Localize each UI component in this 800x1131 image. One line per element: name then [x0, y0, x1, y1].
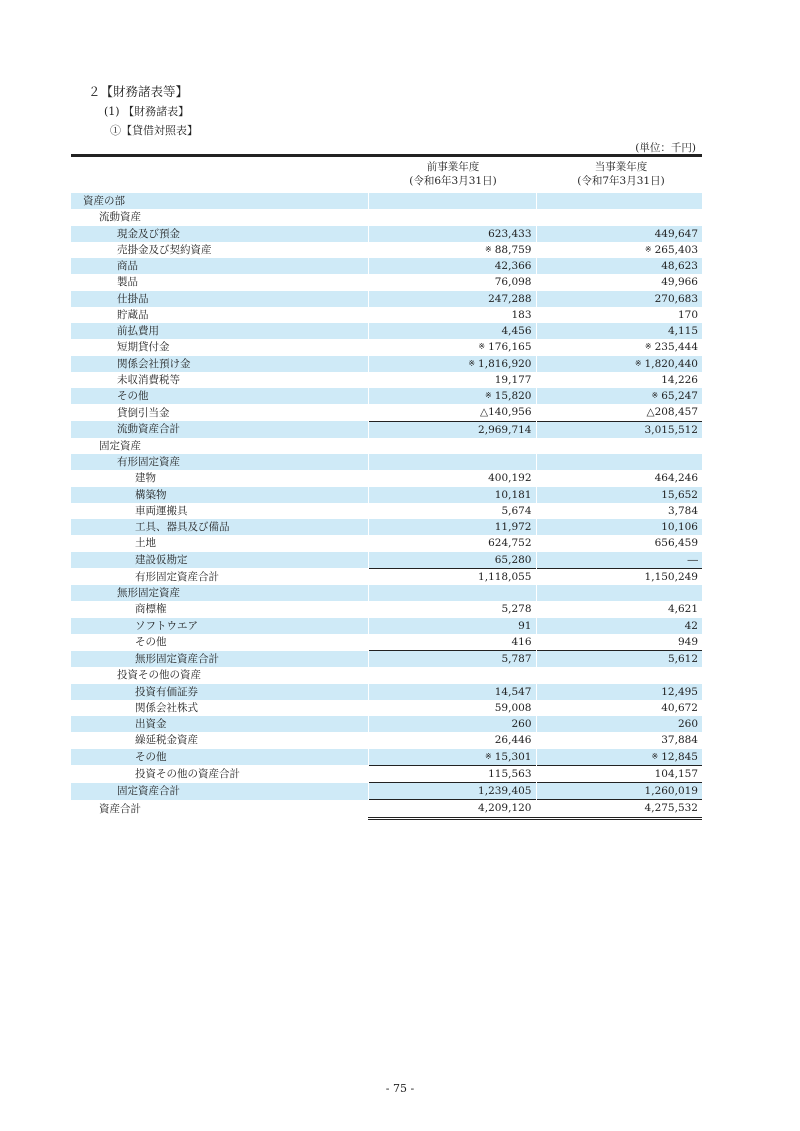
- prior-year-value: 183: [511, 308, 532, 321]
- prior-year-value-cell: [368, 535, 536, 551]
- table-row: [71, 404, 702, 421]
- current-year-value-cell: [536, 487, 702, 503]
- prior-year-value-cell: [368, 634, 536, 651]
- prior-year-value: 416: [511, 635, 532, 648]
- prior-year-value: 14,547: [494, 685, 532, 698]
- current-year-value: 4,275,532: [644, 802, 698, 815]
- row-label: 建物: [135, 472, 156, 485]
- prior-year-value-cell: [368, 651, 536, 668]
- table-row: [71, 339, 702, 355]
- table-row: [71, 307, 702, 323]
- table-row: [71, 242, 702, 258]
- prior-year-value: 176,165: [488, 341, 532, 354]
- row-label: 繰延税金資産: [135, 734, 198, 747]
- prior-year-value-cell: [368, 618, 536, 634]
- current-year-value: 5,612: [667, 653, 698, 666]
- current-year-value: 40,672: [661, 701, 698, 714]
- row-label: ソフトウエア: [71, 618, 368, 634]
- prior-year-value: 624,752: [488, 537, 532, 550]
- note-mark: ※: [651, 391, 659, 401]
- row-label: 投資その他の資産合計: [135, 767, 240, 780]
- row-label: 土地: [135, 537, 156, 550]
- prior-year-value-cell: [368, 193, 536, 209]
- row-label: 固定資産合計: [71, 783, 368, 800]
- row-label: 現金及び預金: [71, 226, 368, 242]
- row-label: その他: [71, 388, 368, 404]
- table-row: [71, 552, 702, 569]
- prior-year-value-cell: [368, 519, 536, 535]
- table-row: [71, 454, 702, 470]
- row-label: 売掛金及び契約資産: [117, 243, 212, 256]
- row-label: 商品: [71, 258, 368, 274]
- prior-year-date: (令和6年3月31日): [409, 175, 497, 187]
- current-year-value: 12,495: [661, 685, 698, 698]
- prior-year-value: 15,301: [494, 750, 532, 763]
- prior-year-value-cell: [368, 749, 536, 766]
- prior-year-value-cell: [368, 307, 536, 323]
- table-row: [71, 684, 702, 700]
- current-year-value-cell: [536, 749, 702, 766]
- current-year-value-cell: [536, 519, 702, 535]
- current-year-value: 464,246: [654, 472, 698, 485]
- row-label: 資産の部: [71, 193, 368, 209]
- current-year-value-cell: [536, 438, 702, 454]
- current-year-value: △208,457: [646, 406, 698, 419]
- current-year-value-cell: [536, 503, 702, 519]
- row-label: 前払費用: [71, 323, 368, 339]
- current-year-value-cell: [536, 470, 702, 486]
- table-row: [71, 487, 702, 503]
- current-year-value-cell: [536, 716, 702, 732]
- current-year-value-cell: [536, 800, 702, 818]
- prior-year-value-cell: [368, 356, 536, 372]
- row-label: 仕掛品: [71, 291, 368, 307]
- current-year-value: 14,226: [661, 373, 698, 386]
- prior-year-value: △140,956: [480, 406, 532, 419]
- current-year-value-cell: [536, 765, 702, 782]
- current-year-value-cell: [536, 421, 702, 438]
- row-label: 貯蔵品: [117, 308, 149, 321]
- prior-year-value: 623,433: [488, 227, 532, 240]
- table-row: [71, 585, 702, 601]
- table-row: [71, 783, 702, 800]
- current-year-value: 170: [677, 308, 698, 321]
- prior-year-value: 1,816,920: [478, 357, 532, 370]
- table-row: [71, 749, 702, 766]
- subsection-heading: (1) 【財務諸表】: [104, 105, 190, 118]
- row-label: 建設仮勘定: [71, 552, 368, 569]
- current-year-value-cell: [536, 307, 702, 323]
- current-year-value-cell: [536, 242, 702, 258]
- current-year-value-cell: [536, 684, 702, 700]
- row-label: 関係会社預け金: [71, 356, 368, 372]
- row-label: 無形固定資産: [71, 585, 368, 601]
- prior-year-value-cell: [368, 274, 536, 290]
- table-row: [71, 258, 702, 274]
- row-label: 貸倒引当金: [117, 406, 170, 419]
- prior-year-label: 前事業年度: [426, 161, 480, 173]
- table-row: [71, 470, 702, 486]
- statement-title: ①【貸借対照表】: [110, 124, 198, 137]
- prior-year-value-cell: [368, 487, 536, 503]
- prior-year-value: 5,674: [501, 504, 532, 517]
- row-label: 固定資産: [99, 439, 141, 452]
- current-year-value: 656,459: [654, 537, 698, 550]
- current-year-value-cell: [536, 601, 702, 617]
- prior-year-value-cell: [368, 585, 536, 601]
- prior-year-value: 91: [518, 619, 532, 632]
- prior-year-value: 88,759: [494, 243, 532, 256]
- table-row: [71, 800, 702, 818]
- row-label: 関係会社株式: [135, 701, 198, 714]
- current-year-value-cell: [536, 323, 702, 339]
- prior-year-value-cell: [368, 209, 536, 225]
- table-row: [71, 765, 702, 782]
- table-row: [71, 421, 702, 438]
- row-label: 短期貸付金: [117, 341, 170, 354]
- prior-year-value-cell: [368, 700, 536, 716]
- prior-year-value: 260: [511, 718, 532, 731]
- prior-year-value-cell: [368, 470, 536, 486]
- current-year-value: 4,115: [667, 325, 698, 338]
- row-label: 工具、器具及び備品: [71, 519, 368, 535]
- prior-year-value-cell: [368, 503, 536, 519]
- current-year-value: 15,652: [661, 488, 698, 501]
- current-year-value: ―: [687, 553, 698, 566]
- prior-year-value-cell: [368, 438, 536, 454]
- table-row: [71, 356, 702, 372]
- current-year-value-cell: [536, 585, 702, 601]
- current-year-value-cell: [536, 634, 702, 651]
- prior-year-value: 15,820: [494, 390, 532, 403]
- table-row: [71, 634, 702, 651]
- current-year-value: 1,260,019: [644, 785, 698, 798]
- prior-year-value-cell: [368, 783, 536, 800]
- note-mark: ※: [644, 342, 652, 352]
- prior-year-value-cell: [368, 552, 536, 569]
- table-row: [71, 503, 702, 519]
- prior-year-value: 65,280: [494, 553, 532, 566]
- current-year-value: 449,647: [654, 227, 698, 240]
- current-year-value: 104,157: [654, 767, 698, 780]
- section-heading: ２【財務諸表等】: [88, 84, 189, 99]
- current-year-value-cell: [536, 356, 702, 372]
- note-mark: ※: [485, 751, 492, 761]
- prior-year-value-cell: [368, 258, 536, 274]
- row-label: 出資金: [71, 716, 368, 732]
- prior-year-value-cell: [368, 667, 536, 683]
- prior-year-value: 10,181: [494, 488, 532, 501]
- current-year-label: 当事業年度: [594, 161, 648, 173]
- current-year-value-cell: [536, 454, 702, 470]
- current-year-value: 235,444: [654, 341, 698, 354]
- table-row: [71, 568, 702, 585]
- current-year-value-cell: [536, 618, 702, 634]
- prior-year-value: 76,098: [494, 276, 532, 289]
- prior-year-value: 5,278: [501, 603, 532, 616]
- current-year-value-cell: [536, 209, 702, 225]
- row-label: 有形固定資産: [71, 454, 368, 470]
- current-year-value-cell: [536, 372, 702, 388]
- current-year-value: 37,884: [661, 734, 698, 747]
- current-year-value: 949: [677, 635, 698, 648]
- row-label: 構築物: [71, 487, 368, 503]
- prior-year-value-cell: [368, 388, 536, 404]
- prior-year-value-cell: [368, 226, 536, 242]
- current-year-value: 10,106: [661, 521, 698, 534]
- table-row: [71, 535, 702, 551]
- prior-year-value: 5,787: [501, 653, 532, 666]
- row-label: その他: [135, 636, 167, 649]
- current-year-value: 49,966: [661, 276, 698, 289]
- balance-sheet-body: [71, 193, 702, 818]
- column-header-prior-year: [378, 160, 528, 188]
- current-year-value-cell: [536, 274, 702, 290]
- table-top-rule: [71, 154, 702, 157]
- current-year-value-cell: [536, 388, 702, 404]
- table-row: [71, 601, 702, 617]
- prior-year-value-cell: [368, 291, 536, 307]
- current-year-value: 48,623: [661, 260, 698, 273]
- prior-year-value: 2,969,714: [478, 423, 532, 436]
- table-row: [71, 388, 702, 404]
- row-label: 製品: [117, 276, 138, 289]
- table-row: [71, 667, 702, 683]
- table-row: [71, 372, 702, 388]
- current-year-value: 3,015,512: [644, 423, 698, 436]
- prior-year-value-cell: [368, 404, 536, 421]
- current-year-value: 1,150,249: [644, 570, 698, 583]
- prior-year-value: 26,446: [494, 734, 532, 747]
- note-mark: ※: [651, 751, 659, 761]
- prior-year-value: 4,209,120: [478, 802, 532, 815]
- table-row: [71, 700, 702, 716]
- prior-year-value-cell: [368, 323, 536, 339]
- prior-year-value: 42,366: [494, 260, 532, 273]
- page-number: - 75 -: [385, 1082, 415, 1095]
- note-mark: ※: [485, 244, 492, 254]
- note-mark: ※: [485, 391, 492, 401]
- current-year-value-cell: [536, 226, 702, 242]
- prior-year-value-cell: [368, 421, 536, 438]
- row-label: 流動資産: [99, 211, 141, 224]
- prior-year-value: 11,972: [494, 521, 532, 534]
- note-mark: ※: [468, 358, 476, 368]
- row-label: 投資その他の資産: [117, 669, 201, 682]
- current-year-value-cell: [536, 783, 702, 800]
- current-year-value-cell: [536, 568, 702, 585]
- row-label: 流動資産合計: [71, 421, 368, 438]
- prior-year-value-cell: [368, 732, 536, 748]
- column-header-current-year: [546, 160, 696, 188]
- table-row: [71, 323, 702, 339]
- current-year-value-cell: [536, 291, 702, 307]
- current-year-value-cell: [536, 258, 702, 274]
- row-label: 有形固定資産合計: [135, 570, 219, 583]
- table-row: [71, 716, 702, 732]
- row-label: 未収消費税等: [117, 373, 180, 386]
- prior-year-value: 1,118,055: [478, 570, 532, 583]
- prior-year-value-cell: [368, 800, 536, 818]
- table-row: [71, 618, 702, 634]
- table-row: [71, 438, 702, 454]
- current-year-value: 260: [677, 718, 698, 731]
- prior-year-value-cell: [368, 684, 536, 700]
- table-row: [71, 519, 702, 535]
- current-year-value: 12,845: [661, 750, 698, 763]
- current-year-value-cell: [536, 732, 702, 748]
- table-row: [71, 651, 702, 668]
- table-row: [71, 291, 702, 307]
- row-label: その他: [71, 749, 368, 766]
- note-mark: ※: [634, 358, 642, 368]
- current-year-value-cell: [536, 193, 702, 209]
- current-year-value: 3,784: [667, 504, 698, 517]
- table-row: [71, 193, 702, 209]
- current-year-value: 270,683: [654, 292, 698, 305]
- prior-year-value-cell: [368, 339, 536, 355]
- current-year-value-cell: [536, 700, 702, 716]
- prior-year-value-cell: [368, 601, 536, 617]
- prior-year-value-cell: [368, 568, 536, 585]
- prior-year-value: 1,239,405: [478, 785, 532, 798]
- current-year-value: 42: [684, 619, 698, 632]
- table-row: [71, 732, 702, 748]
- current-year-date: (令和7年3月31日): [577, 175, 665, 187]
- prior-year-value: 247,288: [488, 292, 532, 305]
- note-mark: ※: [644, 244, 652, 254]
- prior-year-value-cell: [368, 372, 536, 388]
- table-row: [71, 274, 702, 290]
- current-year-value-cell: [536, 404, 702, 421]
- row-label: 投資有価証券: [71, 684, 368, 700]
- prior-year-value-cell: [368, 454, 536, 470]
- current-year-value: 65,247: [661, 390, 698, 403]
- prior-year-value: 59,008: [494, 701, 532, 714]
- prior-year-value: 115,563: [488, 767, 532, 780]
- note-mark: ※: [478, 342, 486, 352]
- current-year-value: 4,621: [667, 603, 698, 616]
- prior-year-value: 19,177: [494, 373, 532, 386]
- prior-year-value: 400,192: [488, 472, 532, 485]
- current-year-value-cell: [536, 535, 702, 551]
- current-year-value-cell: [536, 651, 702, 668]
- prior-year-value-cell: [368, 716, 536, 732]
- prior-year-value-cell: [368, 765, 536, 782]
- prior-year-value-cell: [368, 242, 536, 258]
- row-label: 無形固定資産合計: [71, 651, 368, 668]
- unit-label: (単位：千円): [635, 142, 696, 154]
- row-label: 商標権: [135, 603, 167, 616]
- current-year-value-cell: [536, 339, 702, 355]
- table-row: [71, 226, 702, 242]
- table-row: [71, 209, 702, 225]
- current-year-value: 1,820,440: [644, 357, 698, 370]
- current-year-value-cell: [536, 667, 702, 683]
- row-label: 資産合計: [99, 802, 141, 815]
- current-year-value: 265,403: [654, 243, 698, 256]
- prior-year-value: 4,456: [501, 325, 532, 338]
- balance-sheet-table: [71, 193, 702, 820]
- row-label: 車両運搬具: [135, 504, 188, 517]
- current-year-value-cell: [536, 552, 702, 569]
